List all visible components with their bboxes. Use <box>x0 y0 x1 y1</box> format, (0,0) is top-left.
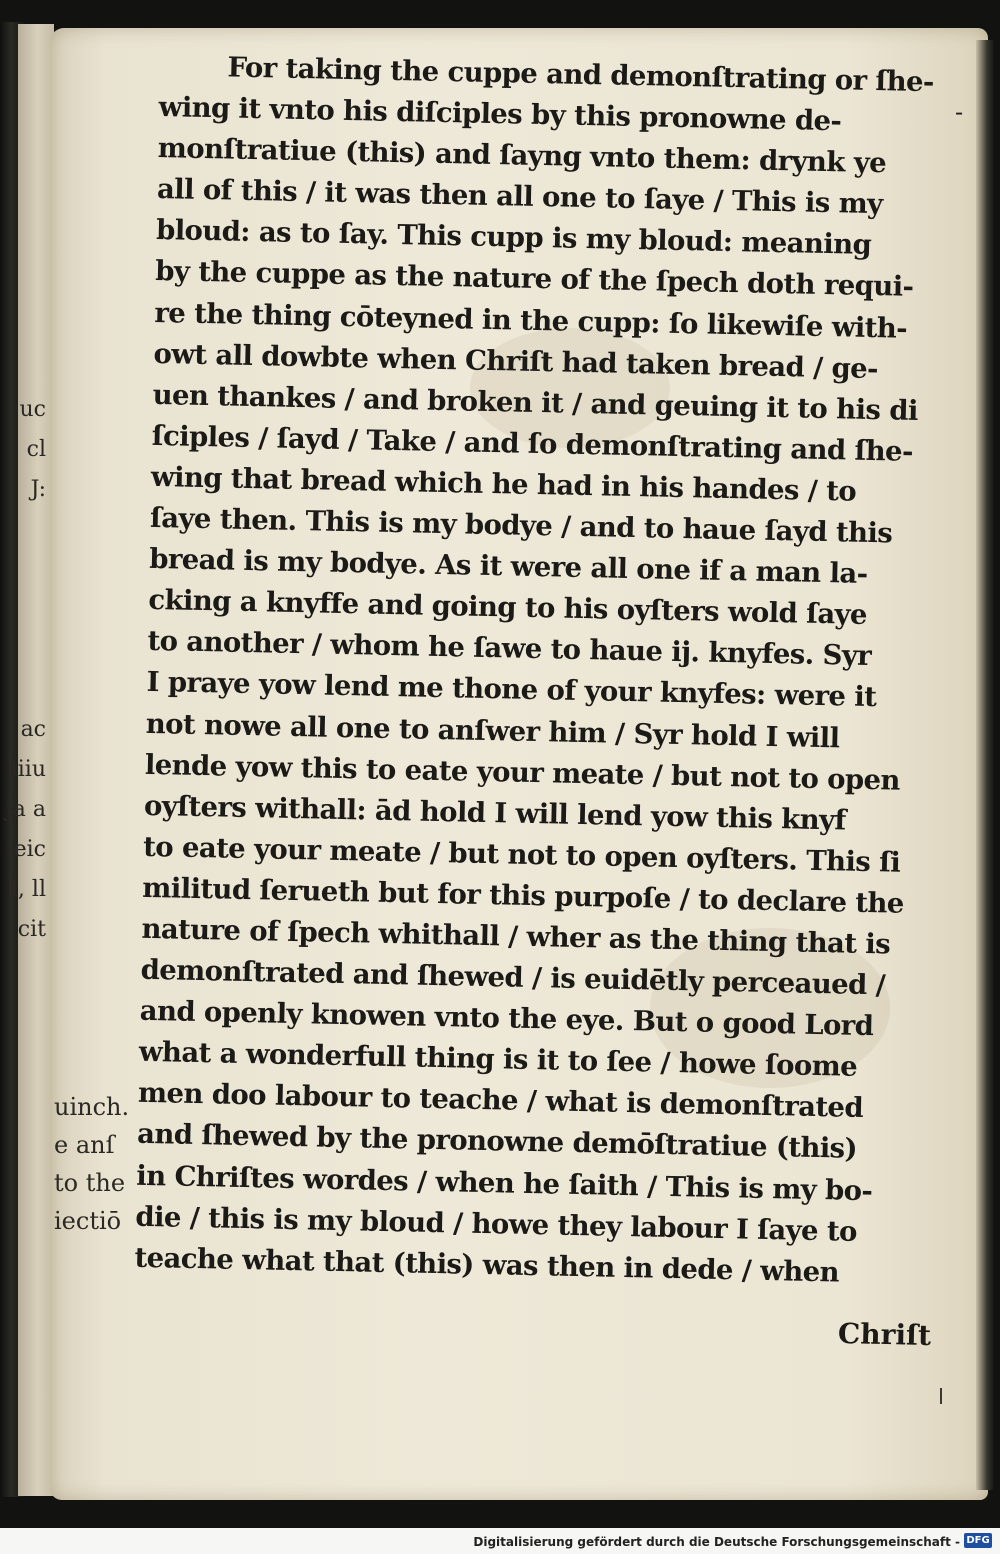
digitization-credit: Digitalisierung gefördert durch die Deutsche Forschungsgemeinschaft - <box>473 1535 960 1549</box>
text-line: For taking the cuppe and demonſtrating or ſhe- <box>227 51 935 99</box>
fragment-line: J: <box>30 477 46 502</box>
marginal-note <box>54 1088 154 1240</box>
text-line: in Chriſtes wordes / when he ſaith / This is my bo- <box>136 1159 873 1207</box>
text-line: lende yow this to eate your meate / but not to open <box>144 748 901 797</box>
dfg-logo: DFG <box>964 1533 992 1548</box>
text-line: bread is my bodye. As it were all one if a man la- <box>148 543 868 591</box>
fragment-line: ac <box>20 717 46 742</box>
text-line: die / this is my bloud / howe they labour I ſaye to <box>135 1200 858 1248</box>
text-line: cking a knyffe and going to his oyſters wold ſaye <box>148 584 868 632</box>
fragment-line <box>0 590 50 630</box>
text-line: wing that bread which he had in his handes / to <box>150 460 857 508</box>
margin-mark: - <box>955 98 964 126</box>
text-line: militud ſerueth but for this purpoſe / to declare the <box>142 871 905 920</box>
text-line: men doo labour to teache / what is demonſtrated <box>137 1077 864 1125</box>
previous-page-text-fragments <box>0 390 50 950</box>
fragment-line: iiiu <box>10 757 46 782</box>
text-line: all of this / it was then all one to ſaye / This is my <box>156 173 883 221</box>
text-line: re the thing cōteyned in the cupp: ſo likewiſe with- <box>154 296 908 345</box>
marginal-note-line: uinch. <box>54 1093 130 1121</box>
text-line: monſtratiue (this) and ſayng vnto them: drynk ye <box>157 132 887 180</box>
text-line: to another / whom he ſawe to haue ij. knyfes. Syr <box>147 625 872 673</box>
fragment-line <box>0 670 50 710</box>
ink-tick <box>940 1388 942 1404</box>
text-line: by the cuppe as the nature of the ſpech doth requi- <box>154 255 914 304</box>
text-line: not nowe all one to anſwer him / Syr hold I will <box>145 707 840 754</box>
text-line: uen thankes / and broken it / and geuing it to his di <box>152 378 919 427</box>
text-line: ſaye then. This is my bodye / and to haue ſayd this <box>149 501 893 550</box>
page-edge-right <box>976 40 994 1490</box>
fragment-line <box>0 630 50 670</box>
text-line: demonſtrated and ſhewed / is euidētly perceaued / <box>140 953 886 1002</box>
catchword: Chriſt <box>837 1317 932 1352</box>
text-line: to eate your meate / but not to open oyſters. This ſi <box>142 830 901 879</box>
text-line: nature of ſpech whithall / wher as the thing that is <box>141 912 891 961</box>
fragment-line <box>0 550 50 590</box>
fragment-line <box>0 510 50 550</box>
fragment-line: cit <box>17 917 46 942</box>
text-line: I praye yow lend me thone of your knyfes: were it <box>146 666 877 714</box>
fragment-line: cl <box>26 437 46 462</box>
text-line: oyſters withall: ād hold I will lend yow this knyf <box>143 789 847 837</box>
text-line: and openly knowen vnto the eye. But o good Lord <box>139 994 874 1043</box>
text-line: teache what that (this) was then in dede / when <box>134 1241 840 1289</box>
fragment-line: uc <box>19 397 46 422</box>
text-line: owt all dowbte when Chriſt had taken bread / ge- <box>153 337 879 385</box>
fragment-line: ieic <box>6 837 46 862</box>
text-line: bloud: as to ſay. This cupp is my bloud: meaning <box>155 214 872 262</box>
text-line: what a wonderfull thing is it to ſee / howe ſoome <box>138 1036 858 1084</box>
body-text <box>134 46 950 1295</box>
text-line: ſciples / ſayd / Take / and ſo demonſtrating and ſhe- <box>151 419 914 468</box>
marginal-note-line: iectiō <box>54 1207 122 1235</box>
marginal-note-line: to the <box>54 1169 126 1197</box>
text-line: wing it vnto his diſciples by this pronowne de- <box>158 91 842 138</box>
marginal-note-line: e anſ <box>54 1131 115 1159</box>
fragment-line: ja a <box>5 797 46 822</box>
text-line: and ſhewed by the pronowne demōſtratiue (this) <box>136 1118 858 1166</box>
fragment-line: l, ll <box>10 877 46 902</box>
